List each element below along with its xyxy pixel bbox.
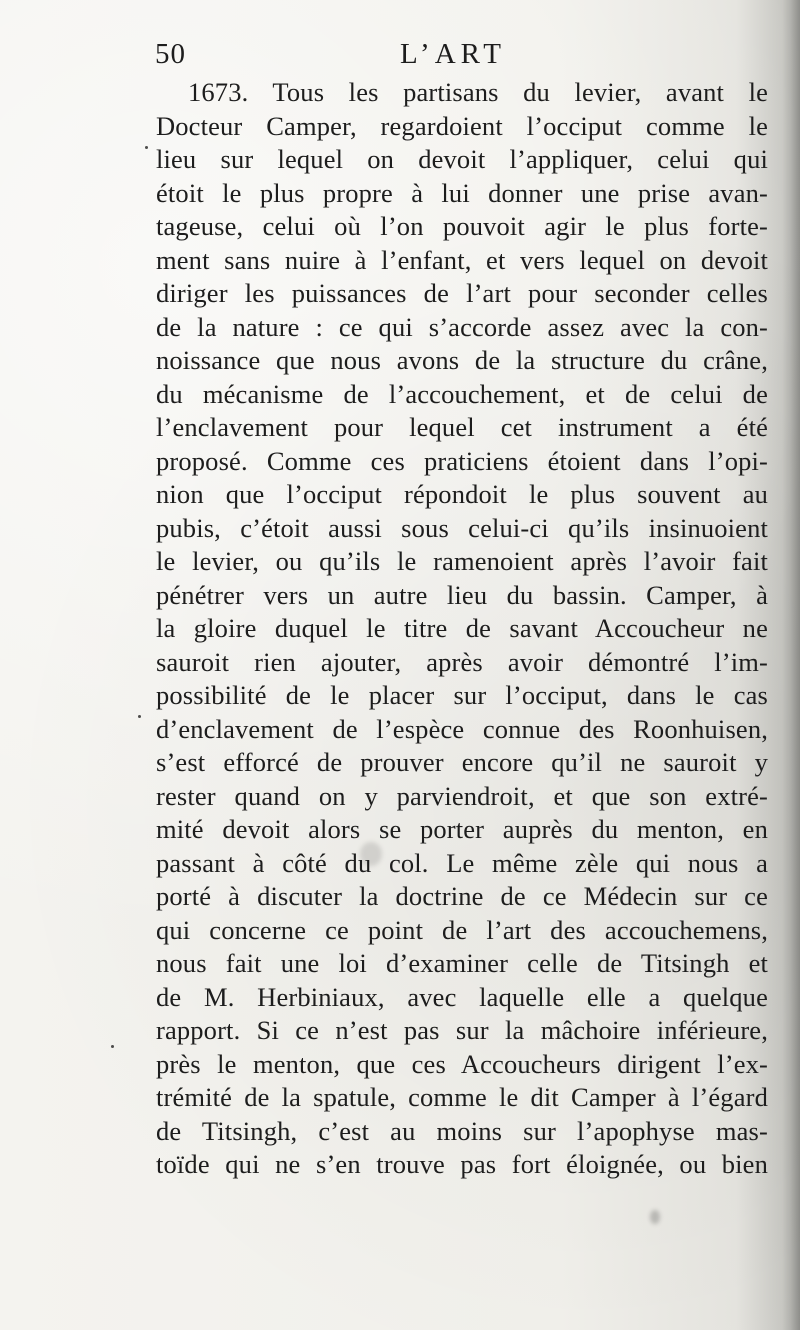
text-line: passant à côté du col. Le même zèle qui nous a [156,847,768,878]
text-line: nion que l’occiput répondoit le plus souvent au [156,479,768,509]
text-line: tageuse, celui où l’on pouvoit agir le plus forte- [156,211,768,241]
text-line: toïde qui ne s’en trouve pas fort éloignée, ou bien [156,1149,768,1179]
text-line: de Titsingh, c’est au moins sur l’apophyse mas- [156,1115,768,1146]
print-speck [145,146,148,149]
text-line: possibilité de le placer sur l’occiput, dans le cas [156,680,768,710]
text-line: trémité de la spatule, comme le dit Camper à l’égard [156,1082,768,1112]
ink-smudge [650,1210,660,1224]
text-line: qui concerne ce point de l’art des accouchemens, [156,914,768,945]
text-line: proposé. Comme ces praticiens étoient dans l’opi- [156,445,768,476]
print-speck [111,1045,114,1048]
text-line: diriger les puissances de l’art pour seconder celles [156,278,768,308]
text-line: près le menton, que ces Accoucheurs dirigent l’ex- [156,1048,768,1079]
body-text [156,76,768,1182]
text-line: pénétrer vers un autre lieu du bassin. Camper, à [156,579,768,610]
text-line: s’est efforcé de prouver encore qu’il ne sauroit y [156,747,768,777]
text-line: d’enclavement de l’espèce connue des Roonhuisen, [156,713,768,744]
text-line: de M. Herbiniaux, avec laquelle elle a quelque [156,981,768,1012]
text-line: rester quand on y parviendroit, et que son extré- [156,780,768,811]
page-header [155,38,765,78]
text-line: porté à discuter la doctrine de ce Médecin sur ce [156,881,768,911]
text-line: du mécanisme de l’accouchement, et de celui de [156,378,768,409]
print-speck [138,715,141,718]
text-line: le levier, ou qu’ils le ramenoient après l’avoir fait [156,546,768,576]
text-line: pubis, c’étoit aussi sous celui-ci qu’ils insinuoient [156,512,768,543]
ink-smudge [360,842,382,866]
text-line: lieu sur lequel on devoit l’appliquer, celui qui [156,144,768,174]
text-line: sauroit rien ajouter, après avoir démontré l’im- [156,646,768,677]
text-line: 1673. Tous les partisans du levier, avant le [188,77,768,107]
page-gutter-shadow [782,0,800,1330]
text-line: la gloire duquel le titre de savant Accoucheur ne [156,613,768,643]
page-number: 50 [155,38,186,70]
text-line: mité devoit alors se porter auprès du menton, en [156,814,768,844]
text-line: ment sans nuire à l’enfant, et vers lequel on devoit [156,244,768,275]
text-line: Docteur Camper, regardoient l’occiput comme le [156,110,768,141]
running-head: L’ART [400,38,506,70]
text-line: de la nature : ce qui s’accorde assez avec la con- [156,311,768,342]
text-line: noissance que nous avons de la structure du crâne, [156,345,768,375]
text-line: rapport. Si ce n’est pas sur la mâchoire inférieure, [156,1015,768,1045]
text-line: l’enclavement pour lequel cet instrument a été [156,412,768,442]
text-line: nous fait une loi d’examiner celle de Titsingh et [156,948,768,978]
text-line: étoit le plus propre à lui donner une prise avan- [156,177,768,208]
